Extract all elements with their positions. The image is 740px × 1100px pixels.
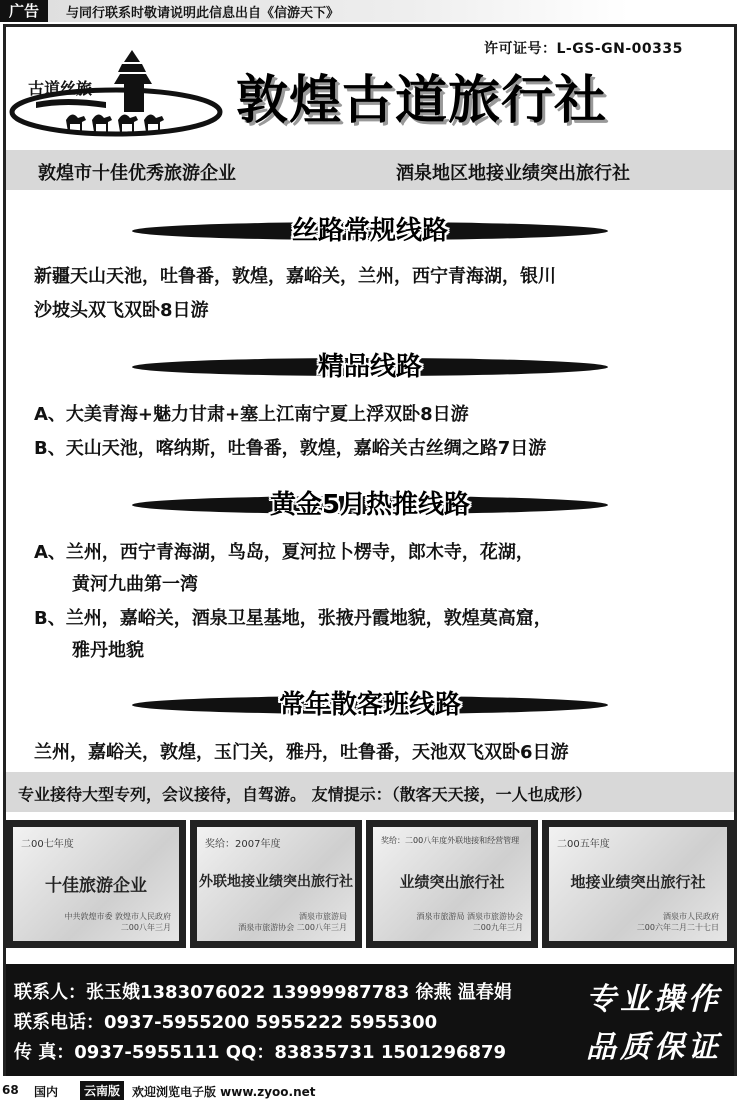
cert-issuer: 酒泉市旅游局 酒泉市旅游协会 二00九年三月 xyxy=(416,912,523,932)
cert-title: 外联地接业绩突出旅行社 xyxy=(199,874,353,890)
section-title-premium xyxy=(120,346,620,386)
section-label: 黄金5月热推线路 xyxy=(269,490,471,520)
section-title-regular xyxy=(120,684,620,724)
contact-panel xyxy=(6,964,734,1076)
certificate-plaque xyxy=(190,820,362,948)
section-title-silk-road xyxy=(120,210,620,250)
section-label: 丝路常规线路 xyxy=(291,216,448,246)
contact-phone: 联系电话：0937-5955200 5955222 5955300 xyxy=(14,1012,438,1033)
cert-issuer: 酒泉市人民政府 二00六年二月二十七日 xyxy=(636,912,719,932)
cert-year: 二00七年度 xyxy=(21,839,74,850)
certificate-plaque xyxy=(542,820,734,948)
section-label: 常年散客班线路 xyxy=(278,690,461,720)
certificate-plaque xyxy=(6,820,186,948)
cert-title: 业绩突出旅行社 xyxy=(399,873,505,891)
certificate-plaque xyxy=(366,820,538,948)
section-title-golden-may xyxy=(120,484,620,524)
cert-title: 地接业绩突出旅行社 xyxy=(570,873,706,891)
ad-tag: 广告 xyxy=(0,0,48,22)
slogan-professional: 专业操作 xyxy=(586,982,722,1017)
honors-bar xyxy=(6,150,734,190)
footer-edition: 云南版 xyxy=(80,1081,124,1100)
cert-issuer: 中共敦煌市委 敦煌市人民政府 二00八年三月 xyxy=(64,912,171,932)
service-text: 专业接待大型专列，会议接待，自驾游。 友情提示：（散客天天接，一人也成形） xyxy=(18,785,592,804)
route-line: 沙坡头双飞双卧8日游 xyxy=(34,300,209,321)
cert-title: 十佳旅游企业 xyxy=(45,876,147,896)
contact-fax-qq: 传 真：0937-5955111 QQ：83835731 1501296879 xyxy=(14,1042,507,1063)
honor-2: 酒泉地区地接业绩突出旅行社 xyxy=(396,163,630,184)
cert-year: 奖给：二00八年度外联地接和经营管理 xyxy=(381,836,520,845)
contact-person: 联系人：张玉娥1383076022 13999987783 徐燕 温春娟 xyxy=(14,982,512,1003)
route-line: A、大美青海+魅力甘肃+塞上江南宁夏上浮双卧8日游 xyxy=(34,404,469,425)
section-label: 精品线路 xyxy=(317,352,422,382)
footer-region: 国内 xyxy=(34,1085,59,1099)
honor-1: 敦煌市十佳优秀旅游企业 xyxy=(38,163,236,184)
top-banner xyxy=(0,0,740,22)
certificates-row xyxy=(6,820,734,956)
page-footer xyxy=(0,1080,740,1100)
route-line: 黄河九曲第一湾 xyxy=(72,574,198,595)
company-name: 敦煌古道旅行社 xyxy=(236,71,608,131)
page-number: 68 xyxy=(2,1083,19,1097)
route-line: B、天山天池，喀纳斯，吐鲁番，敦煌，嘉峪关古丝绸之路7日游 xyxy=(34,438,547,459)
route-line: 雅丹地貌 xyxy=(72,640,144,661)
route-line: 兰州，嘉峪关，敦煌，玉门关，雅丹，吐鲁番，天池双飞双卧6日游 xyxy=(34,742,569,763)
route-line: 新疆天山天池，吐鲁番，敦煌，嘉峪关，兰州，西宁青海湖，银川 xyxy=(34,266,556,287)
slogan-quality: 品质保证 xyxy=(586,1030,722,1065)
service-bar xyxy=(6,772,734,812)
cert-issuer: 酒泉市旅游局 酒泉市旅游协会 二00八年三月 xyxy=(238,912,347,932)
cert-year: 二00五年度 xyxy=(557,839,610,850)
license-number: 许可证号：L-GS-GN-00335 xyxy=(484,41,683,57)
source-note: 与同行联系时敬请说明此信息出自《信游天下》 xyxy=(66,6,340,21)
route-line: B、兰州，嘉峪关，酒泉卫星基地，张掖丹霞地貌，敦煌莫高窟， xyxy=(34,608,552,629)
logo-text: 古道丝旅 xyxy=(28,79,93,98)
camel-caravan-logo xyxy=(6,42,226,142)
route-line: A、兰州，西宁青海湖，鸟岛，夏河拉卜楞寺，郎木寺，花湖， xyxy=(34,542,534,563)
cert-year: 奖给：2007年度 xyxy=(205,839,281,850)
footer-website-note[interactable]: 欢迎浏览电子版 www.zyoo.net xyxy=(132,1085,316,1099)
